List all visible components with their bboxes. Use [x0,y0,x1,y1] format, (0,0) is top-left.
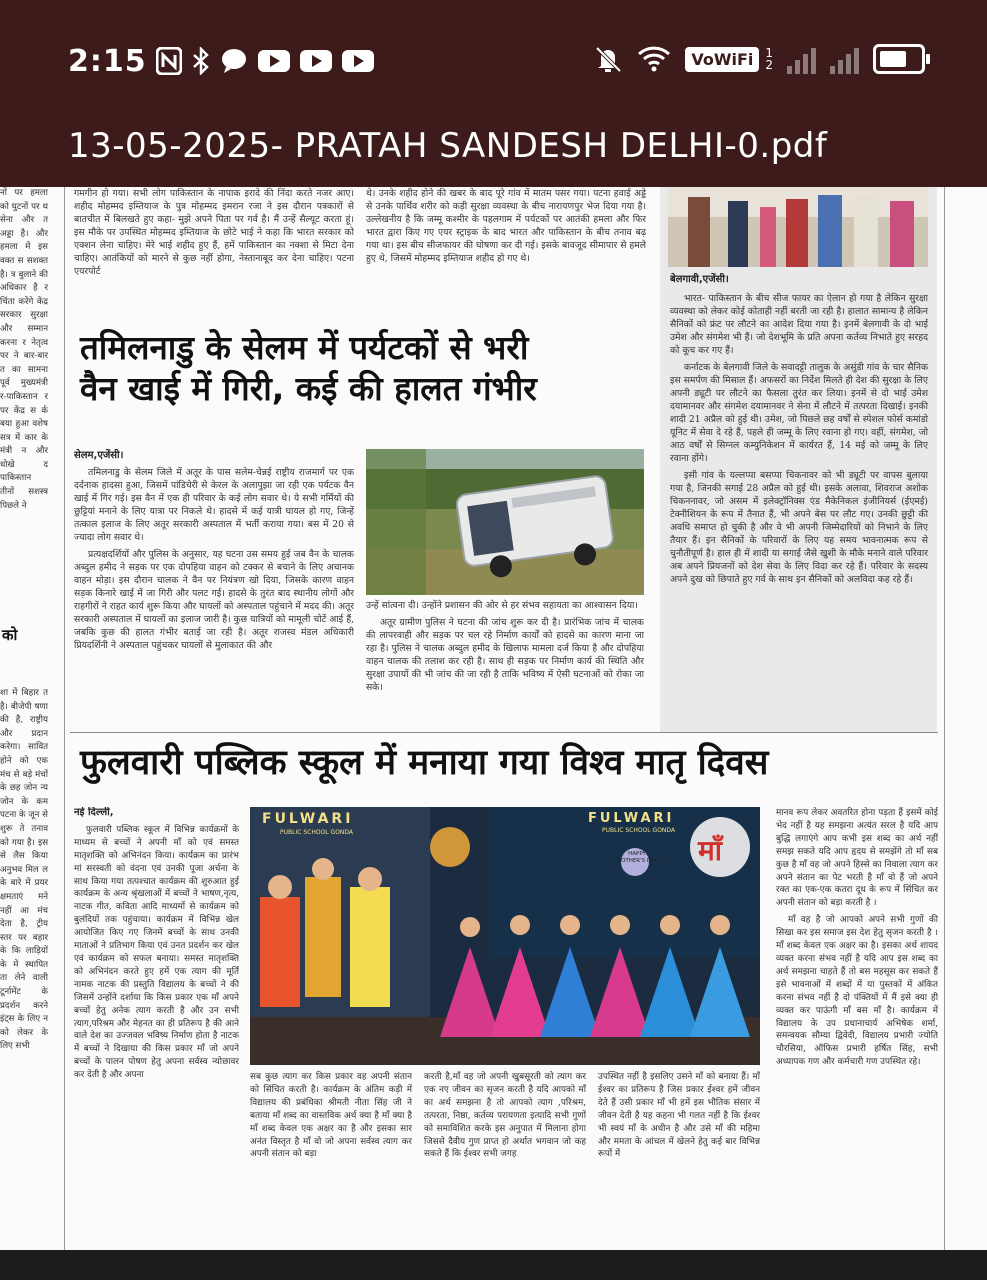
story2-paragraph-4: उपस्थित नहीं है इसलिए उसने माँ को बनाया हैं। माँ ईश्वर का प्रतिरूप है जिस प्रकार ईश्वर हमें जीवन देते हैं उसी प्रकार माँ भी हमें इस भौतिक संसार में जीवन देती है यह कहना भी गलत नहीं है कि ईश्वर भी स्वयं माँ के अधीन है और उसे माँ की महिमा और ममता के आंचल में खेलने हेतु कई बार विभिन्न रूपों में [598,1072,760,1160]
story2-column-5 [776,807,938,1247]
left-edge-column-2 [0,687,48,1247]
message-icon [220,46,248,76]
vowifi-badge: VoWiFi [685,47,759,72]
bottom-nav-bar [0,1250,987,1280]
status-time: 2:15 [68,44,147,79]
story2-paragraph-5: मानव रूप लेकर अवतरित होना पड़ता हैं इसमें कोई भेद नहीं है यह समझना अत्यंत सरल है यदि आप बुद्धि लगाएंगे आप कभी इस शब्द का अर्थ नहीं समझ सकते यदि आप हृदय से समझेंगे तो माँ सब कुछ है माँ वह जो अपने हिस्से का निवाला त्याग कर अपने संतान का पेट भरती है माँ वो हैं जो अपने रक्त का एक-एक कतरा दूध के रूप में सिंचित कर अपनी संतान को बड़ा करती है । [776,808,938,909]
left-edge-label: को [2,626,18,644]
left-edge-text: नों पर हमला को घुटनों पर थ सेना और त अड्डा है। और हमला में इस वक्त स सशक्त है। त्र बुलाने की अधिकार है र चिंता करेंगे केंद्र सरकार सुरक्षा और सम्मान करना र नेतृत्व पर ने बार-बार त का सामना पूर्व मुख्यमंत्री र-पाकिस्तान र पर केंद्र स र्क बया हुआ वशेष सत्र में कार के मंत्री न और धोखे द पाकिस्तान तीनों सशस्त्र पिछले ने [0,188,48,511]
story1-headline-line2: वैन खाई में गिरी, कई की हालत गंभीर [80,369,537,409]
story1-paragraph-2: प्रत्यक्षदर्शियों और पुलिस के अनुसार, यह घटना उस समय हुई जब वैन के चालक अब्दुल हमीद ने सड़क पर एक दोपहिया वाहन को टक्कर से बचाने के लिए अचानक वाहन मोड़ा। इस दौरान चालक ने वैन पर नियंत्रण खो दिया, जिसके कारण वाहन सड़क किनारे खाई में जा गिरी और पलट गई। हादसे के तुरंत बाद स्थानीय लोगों और राहगीरों ने राहत कार्य शुरू किया और घायलों को अस्पताल पहुंचाने में मदद की। अतूर सरकारी अस्पताल में घायलों का इलाज जारी है। कुछ यात्रियों को मामूली चोटें आई हैं, जबकि कुछ की हालत गंभीर बताई जा रही है। अतूर राजस्व मंडल अधिकारी प्रियदर्शिनी ने अस्पताल पहुंचकर घायलों से मुलाकात की और [74,549,354,651]
column-rule [64,187,65,1250]
story1-headline [80,327,650,410]
story1-headline-line1: तमिलनाडु के सेलम में पर्यटकों से भरी [80,328,529,367]
story2-column-1 [74,807,239,1247]
banner-text-right: FULWARI [588,811,675,826]
wifi-icon [637,44,671,74]
story1-paragraph-1: तमिलनाडु के सेलम जिले में अतूर के पास सलेम-चेन्नई राष्ट्रीय राजमार्ग पर एक दर्दनाक हादसा हुआ, जिसमें पांडिचेरी से केरल के अलापुझा जा रही एक पर्यटक वैन खाई में गिर गई। इस वैन में एक ही परिवार के कई लोग सवार थे। ये सभी गर्मियों की छुट्टियां मनाने के लिए यात्रा पर निकले थे। हादसे में कई यात्री घायल हो गए, जिन्हें तत्काल इलाज के लिए अतूर सरकारी अस्पताल में भर्ती कराया गया। बस में 20 से ज्यादा लोग सवार थे। [74,467,354,543]
story2-column-3 [424,1071,586,1247]
top-left-continued-text [74,187,354,307]
right-margin-rule [944,187,945,1250]
mute-icon [593,44,623,74]
right-story-paragraph-3: इसी गांव के यल्लप्पा बसप्पा चिकनावर को भी ड्यूटी पर वापस बुलाया गया है, जिनकी सगाई 28 अप्रैल को हुई थी। इसके अलावा, शिवराज अशोक चिकननावर, जो असम में इलेक्ट्रॉनिक्स एंड मैकेनिकल इंजीनियर्स (ईएमई) टेक्नीशियन के रूप में तैनात हैं, भी अपने बेस पर लौट गए। उनकी छुट्टी की अवधि समाप्त हो चुकी है और वे भी अपनी जिम्मेदारियों को निभाने के लिए तैयार हैं। इन सैनिकों के परिवारों के लिए यह समय भावनात्मक रूप से चुनौतीपूर्ण है। हाल ही में शादी या सगाई जैसे खुशी के मौके मनाने वाले परिवार अब अपने प्रियजनों को देश सेवा के लिए विदा कर रहे हैं। परिवार के सदस्य अपने दुख को छिपाते हुए गर्व के साथ इन सैनिकों को अलविदा कह रहे हैं। [670,470,928,585]
right-story-dateline: बेलगावी,एजेंसी। [670,274,729,285]
story2-paragraph-6: माँ वह है जो आपको अपने सभी गुणों की सिखा कर इस समाज इस देश हेतु सृजन करती है । माँ शब्द केवल एक अक्षर का है। इसका अर्थ शायद व्यक्त करना संभव नहीं है यदि आप इस शब्द का अर्थ समझना चाहते हैं तो बस महसूस कर सकते हैं इसे भावनाओं में शब्दों में या पुस्तकों में अंकित करना संभव नहीं है दो पंक्तियों में मैं इसे क्या ही व्यक्त कर पाऊंगी माँ बस माँ है। कार्यक्रम में विद्यालय के उप प्रधानाचार्य अभिषेक शर्मा, समन्वयक सौम्या द्विवेदी, विद्यालय प्रभारी ज्योति चौरसिया, ऑफिस प्रभारी हर्षित सिंह, सभी अध्यापक गण और कर्मचारी गण उपस्थित रहे। [776,915,938,1068]
banner-sub-left: PUBLIC SCHOOL GONDA [280,829,354,836]
story1-paragraph-3: उन्हें सांत्वना दी। उन्होंने प्रशासन की ओर से हर संभव सहायता का आश्वासन दिया। [366,600,638,611]
story2-column-2 [250,1071,412,1247]
right-story-paragraph-2: कर्नाटक के बेलगावी जिले के सवादट्टी तालुक के असुंडी गांव के चार सैनिक इस समर्पण की मिसाल हैं। अफसरों का निर्देश मिलते ही देश की सुरक्षा के लिए अपनी ड्यूटी पर लौटने का फैसला तुरंत कर लिया। इनमें से दो भाई उमेश दयामानवर और संगमेश दयामानवर ने सेना में लौटने में तत्परता दिखाई। इनकी शादी 21 अप्रैल को हुई थी। उमेश, जो पिछले छह वर्षों से स्पेशल फोर्स कमांडो यूनिट में सेवा दे रहे हैं, पहले ही जम्मू के लिए रवाना हो गए। वहीं, संगमेश, जो आठ वर्षों से सिग्नल कम्युनिकेशन में कार्यरत हैं, 14 मई को जम्मू के लिए रवाना होंगे। [670,362,928,464]
top-mid-continued-text [366,187,646,307]
battery-icon [873,44,925,74]
soldiers-family-photo [668,187,928,267]
story2-headline: फुलवारी पब्लिक स्कूल में मनाया गया विश्व मातृ दिवस [80,743,769,783]
top-mid-paragraph: थे। उनके शहीद होने की खबर के बाद पूरे गांव में मातम पसर गया। पटना हवाई अड्डे से उनके पार्थिव शरीर को कड़ी सुरक्षा व्यवस्था के बीच नारायणपुर भेज दिया गया है। उल्लेखनीय है कि जम्मू कश्मीर के पहलगाम में पर्यटकों पर आतंकी हमला और फिर भारत द्वारा किए गए एयर स्ट्राइक के बाद भारत और पाकिस्तान के बीच तनाव बढ़ गया था। इस बीच सीजफायर की घोषणा कर दी गई। इसके बावजूद सीमापार से हमले हुए थे, जिसमें मोहम्मद इम्तियाज शहीद हो गए थे। [366,188,646,264]
youtube-icon-1 [258,50,290,72]
left-dancers [260,858,390,1007]
left-edge-text-2: शा में बिहार त है। बीजेपी षणा की है, राष्ट्रीय और प्रदान करेगा। सावित होने को एक मंच से बड़े मंचों के छह जोन न्य जोन के कम पटना के जून से शुरू ते तनाव को गया है। इस से लैस किया अनुभव मिल ल के बारे में प्रयर क्षमताएं मने नहीं आ मंच देता है, ट्रीय स्तर पर बहार के कि लाड़ियों के में स्थापित ता लेने वाली टूर्नामेंट के प्रदर्शन करने इंट्स के लिए न को लेकर के लिए सभी [0,688,48,1052]
status-right-icons [593,44,925,74]
left-edge-column [0,187,48,627]
sim-indicator: 1 2 [765,46,773,72]
van-accident-photo [366,449,644,595]
story2-dateline: नई दिल्ली, [74,807,114,818]
youtube-icon-3 [342,50,374,72]
banner-sub-right: PUBLIC SCHOOL GONDA [602,827,676,834]
app-header [0,0,987,187]
top-left-paragraph: गमगीन हो गया। सभी लोग पाकिस्तान के नापाक इरादे की निंदा करते नजर आए। शहीद मोहम्मद इम्तियाज के पुत्र मोहम्मद इमरान रजा ने इस दौरान पत्रकारों से बातचीत में बिलखते हुए कहा- मुझे अपने पिता पर गर्व है। मैं उन्हें सैल्यूट करता हूं। इस मौके पर उपस्थित मोहम्मद इम्तियाज के छोटे भाई ने कहा कि भारत सरकार को एक्शन लेना चाहिए। मेरे भाई शहीद हुए हैं, हमें पाकिस्तान का नक्शा से मिटा देना चाहिए। आतंकियों को मारने से कुछ नहीं होगा, नेस्तानाबूद कर देना चाहिए। पटना एयरपोर्ट [74,188,354,277]
story1-column-2 [366,599,644,729]
happy-mothers-day-text: HAPPY MOTHER'S DAY [616,851,658,864]
story2-paragraph-2: सब कुछ त्याग कर किस प्रकार वह अपनी संतान को सिंचित करती है। कार्यक्रम के अंतिम कड़ी में विद्यालय की प्रबंधिका श्रीमती नीता सिंह जी ने बताया माँ शब्द का वास्तविक अर्थ क्या है माँ क्या है माँ शब्द केवल एक अक्षर का है और इसका सार अनंत विस्तृत है माँ वो जो अपना सर्वस्व त्याग कर अपनी संतान को बड़ा [250,1072,412,1160]
story1-paragraph-4: अतूर ग्रामीण पुलिस ने घटना की जांच शुरू कर दी है। प्रारंभिक जांच में चालक की लापरवाही और सड़क पर चल रहे निर्माण कार्यों को हादसे का कारण माना जा रहा है। पुलिस ने चालक अब्दुल हमीद के खिलाफ मामला दर्ज किया है और दोपहिया वाहन चालक की तलाश कर रही है। साथ ही सड़क पर निर्माण कार्य की स्थिति और सुरक्षा उपायों की भी जांच की जा रही है ताकि भविष्य में ऐसी घटनाओं को रोका जा सके। [366,617,644,693]
story2-paragraph-3: करती है,माँ वह जो अपनी खुबसूरती को त्याग कर एक नए जीवन का सृजन करती है यदि आपको माँ का अर्थ समझना है तो आपको त्याग ,परिश्रम, तत्परता, निष्ठा, कर्तव्य परायणता इत्यादि सभी गुणों को समाविशित करके इस अनुपात में मिलाना होगा जिससे दैवीय गुण प्राप्त हो अर्थात भगवान जो कह सकते हैं कि ईश्वर सभी जगह [424,1072,586,1160]
nfc-icon [156,46,182,76]
maa-text: माँ [698,834,722,867]
youtube-icon-2 [300,50,332,72]
banner-text-left: FULWARI [262,811,354,827]
pdf-page[interactable] [0,187,987,1250]
school-mothers-day-photo [250,807,760,1065]
document-title: 13-05-2025- PRATAH SANDESH DELHI-0.pdf [68,126,828,166]
story1-dateline: सेलम,एजेंसी। [74,450,124,461]
signal-bars-2-icon [830,44,859,74]
signal-bars-1-icon [787,44,816,74]
status-left-icons [156,46,374,76]
section-rule [70,732,938,733]
bluetooth-icon [192,46,210,76]
right-story-paragraph-1: भारत- पाकिस्तान के बीच सीज फायर का ऐलान हो गया है लेकिन सुरक्षा व्यवस्था को लेकर कोई कोताही नहीं बरती जा रही है। हालात सामान्य है लेकिन सैनिकों को फ्रंट पर लौटने का आदेश दिया गया है। इनमें बेलगावी के दो भाई उमेश और संगमेश भी हैं। जो देशभूमि के प्रति अपना कर्तव्य निभाते हुए सरहद को कूच कर गए हैं। [670,293,928,356]
story2-column-4 [598,1071,760,1247]
story2-paragraph-1: फुलवारी पब्लिक स्कूल में विभिन्न कार्यक्रमों के माध्यम से बच्चों ने अपनी माँ को एवं समस्त मातृशक्ति को अभिनंदन किया। कार्यक्रम का प्रारंभ मां सरस्वती को वंदना एवं उनकी पूजा अर्चना के साथ किया गया तत्पश्चात कार्यक्रम की शुरुआत हुई कार्यक्रम के अन्य श्रृंखलाओं में बच्चों ने भाषण,नृत्य, नाटक गीत, कविता आदि माध्यमों से कार्यक्रम को बुलंदियों तक पहुंचाया। कार्यक्रम में विभिन्न खेल आयोजित किए गए जिनमें बच्चों के साथ उनकी माताओं ने प्रतिभाग किया एवं उनत प्रदर्शन कर खेल एवं कार्यक्रम को सफल बनाया। समस्त मातृशक्ति को अभिनंदन करते हुए हमें एक त्याग की मूर्ति नामक नाटक की प्रस्तुति विद्यालय के बच्चों ने की जिसमें उन्होंने दर्शाया कि किस प्रकार एक माँ अपने बच्चों हेतु अनेक त्याग करती है और उन सभी त्याग,परिश्रम और मेहनत का ही प्रतिरूप है की आने वाले देश का उज्जवल भविष्य निर्माण होता है नाटक में बच्चों ने दिखाया की किस प्रकार माँ जो अपने बच्चों के पालन पोषण हेतु अपना सर्वस्व न्योछावर कर देती है और अपना [74,824,239,1081]
